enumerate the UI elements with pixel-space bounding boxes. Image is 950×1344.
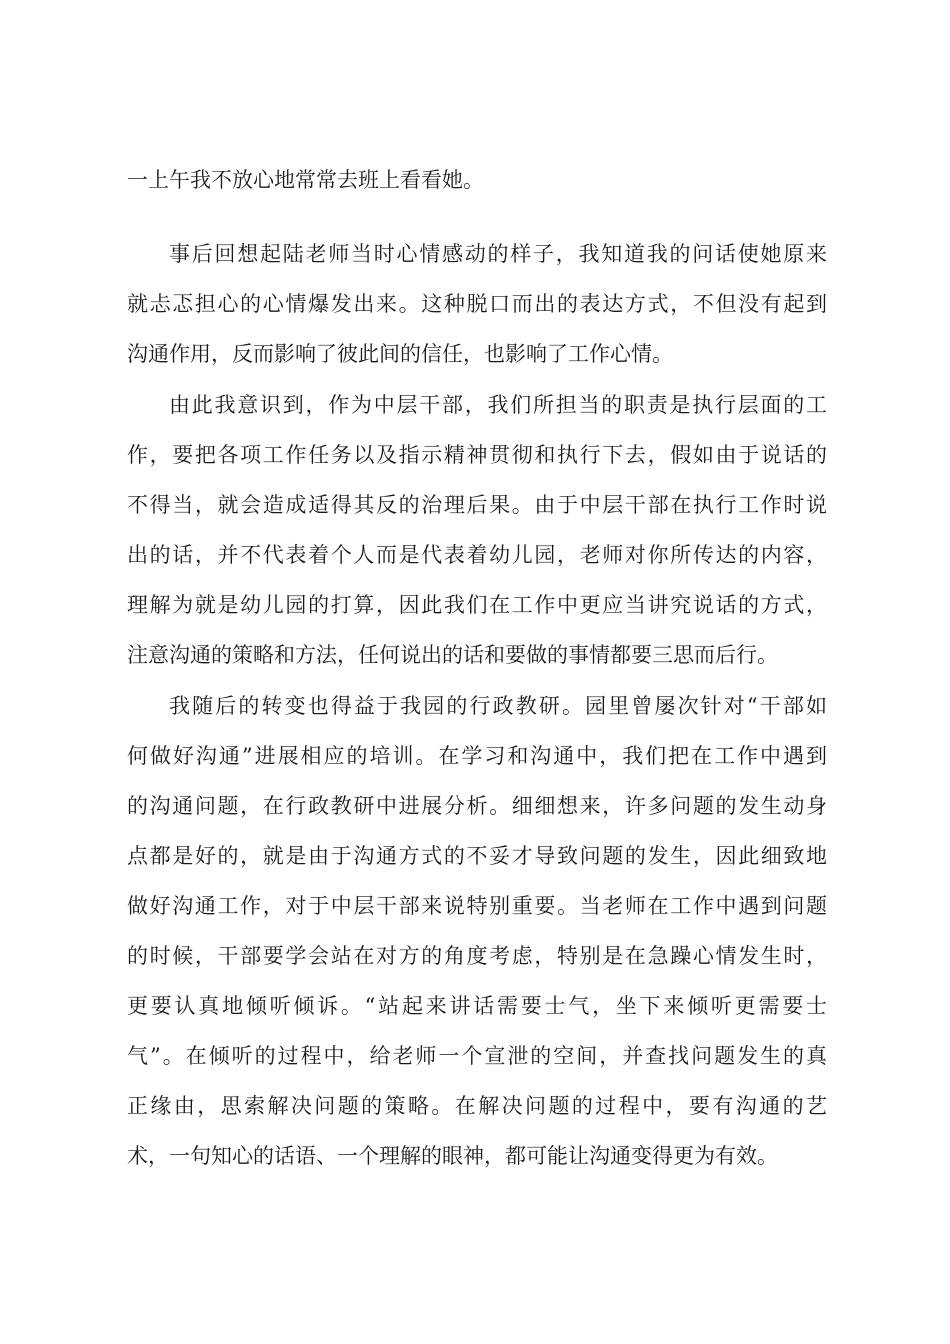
paragraph-4-line-8: 气”。在倾听的过程中，给老师一个宣泄的空间，并查找问题发生的真 [127,1044,827,1068]
paragraph-2-line-2: 就忐忑担心的心情爆发出来。这种脱口而出的表达方式，不但没有起到 [127,292,827,316]
paragraph-4-line-10: 术，一句知心的话语、一个理解的眼神，都可能让沟通变得更为有效。 [127,1144,778,1168]
paragraph-4-line-3: 的沟通问题，在行政教研中进展分析。细细想来，许多问题的发生动身 [127,794,827,818]
paragraph-4-line-5: 做好沟通工作，对于中层干部来说特别重要。当老师在工作中遇到问题 [127,894,827,918]
paragraph-4-line-1: 我随后的转变也得益于我园的行政教研。园里曾屡次针对“干部如 [169,694,827,718]
paragraph-4-line-6: 的时候，干部要学会站在对方的角度考虑，特别是在急躁心情发生时， [127,944,827,968]
paragraph-4-line-2: 何做好沟通”进展相应的培训。在学习和沟通中，我们把在工作中遇到 [127,744,827,768]
paragraph-4-line-7: 更要认真地倾听倾诉。“站起来讲话需要士气，坐下来倾听更需要士 [127,994,827,1018]
paragraph-1-line-1: 一上午我不放心地常常去班上看看她。 [127,168,484,192]
paragraph-2-line-3: 沟通作用，反而影响了彼此间的信任，也影响了工作心情。 [127,342,673,366]
paragraph-3-line-3: 不得当，就会造成适得其反的治理后果。由于中层干部在执行工作时说 [127,493,827,517]
paragraph-3-line-6: 注意沟通的策略和方法，任何说出的话和要做的事情都要三思而后行。 [127,643,778,667]
paragraph-3-line-2: 作，要把各项工作任务以及指示精神贯彻和执行下去，假如由于说话的 [127,443,827,467]
paragraph-4-line-9: 正缘由，思索解决问题的策略。在解决问题的过程中，要有沟通的艺 [127,1094,827,1118]
paragraph-3-line-4: 出的话，并不代表着个人而是代表着幼儿园，老师对你所传达的内容， [127,543,827,567]
paragraph-4-line-4: 点都是好的，就是由于沟通方式的不妥才导致问题的发生，因此细致地 [127,844,827,868]
paragraph-3-line-5: 理解为就是幼儿园的打算，因此我们在工作中更应当讲究说话的方式， [127,593,827,617]
paragraph-2-line-1: 事后回想起陆老师当时心情感动的样子，我知道我的问话使她原来 [169,242,827,266]
paragraph-3-line-1: 由此我意识到，作为中层干部，我们所担当的职责是执行层面的工 [169,393,827,417]
